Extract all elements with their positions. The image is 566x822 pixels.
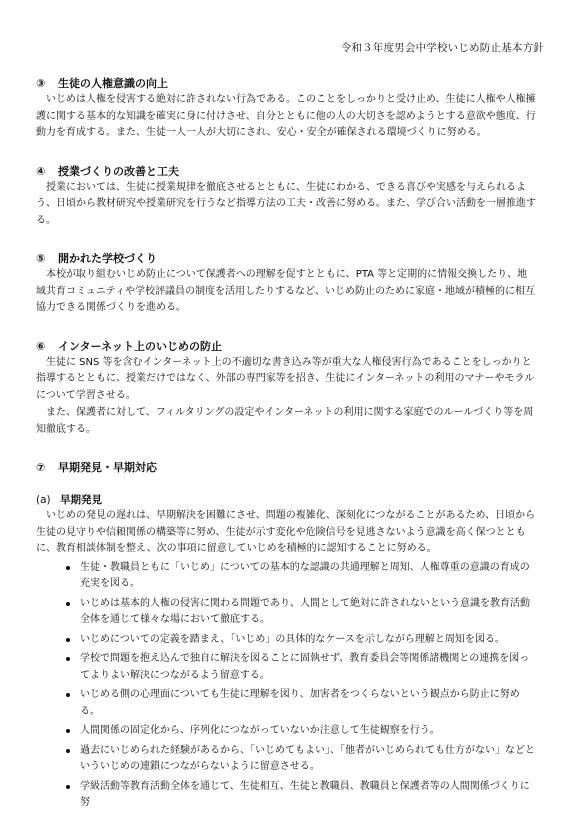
- list-item-text: いじめについての定義を踏まえ、「いじめ」の具体的なケースを示しながら理解と周知を図る。: [80, 633, 505, 645]
- section-number: ⑤: [36, 252, 46, 265]
- bullet-dot-icon: [66, 785, 70, 789]
- list-item: [36, 651, 536, 684]
- bullet-dot-icon: [66, 693, 70, 697]
- bullet-dot-icon: [66, 749, 70, 753]
- section-internet-bullying: [36, 339, 536, 439]
- subsection-heading: [36, 492, 536, 508]
- section-heading: [36, 251, 536, 267]
- list-item: [36, 779, 536, 812]
- section-heading: [36, 460, 536, 476]
- section-title: 生徒の人権意識の向上: [58, 77, 168, 90]
- section-title: 開かれた学校づくり: [58, 252, 157, 265]
- document-header-title: 令和３年度男会中学校いじめ防止基本方針: [340, 42, 544, 54]
- section-early-detection: [36, 460, 536, 812]
- section-paragraph: 授業においては、生徒に授業規律を徹底させるとともに、生徒にわかる、できる喜びや実感を与えられるよう、日頃から教材研究や授業研究を行うなど指導方法の工夫・改善に努める。また、学び合い活動を一層推進する。: [36, 181, 536, 226]
- section-heading: [36, 76, 536, 92]
- bullet-dot-icon: [66, 638, 70, 642]
- list-item: [36, 632, 536, 649]
- section-open-school: [36, 251, 536, 317]
- section-paragraph: いじめは人権を侵害する絶対に許されない行為である。このことをしっかりと受け止め、生徒に人権や人権擁護に関する基本的な知識を確実に身に付けさせ、自分とともに他の人の大切さを認めようとする意欲や態度、行動力を育成する。また、生徒一人一人が大切にされ、安心・安全が確保される環境づくりに努める。: [36, 94, 536, 138]
- section-number: ④: [36, 164, 46, 178]
- section-heading: [36, 164, 536, 180]
- list-item-text: 学級活動等教育活動全体を通じて、生徒相互、生徒と教職員、教職員と保護者等の人間関係づくりに努: [80, 780, 530, 808]
- section-paragraph: 本校が取り組むいじめ防止について保護者への理解を促すとともに、PTA 等と定期的に情報交換したり、地域共育コミュニティや学校評議員の制度を活用したりするなど、いじめ防止のために家庭・地域が積極的に相互協力できる関係づくりを進める。: [36, 269, 535, 313]
- section-title: インターネット上のいじめの防止: [58, 339, 223, 353]
- section-number: ⑦: [36, 461, 46, 474]
- section-title: 早期発見・早期対応: [58, 461, 157, 474]
- bullet-dot-icon: [66, 729, 70, 733]
- section-paragraph: 生徒に SNS 等を含むインターネット上の不適切な書き込み等が重大な人権侵害行為であることをしっかりと指導するとともに、授業だけではなく、外部の専門家等を招き、生徒にインターネットの利用のマナーやモラルについて学習させる。: [36, 356, 535, 401]
- list-item-text: いじめる側の心理面についても生徒に理解を図り、加害者をつくらないという観点から防止に努める。: [80, 689, 520, 717]
- list-item: [36, 596, 536, 629]
- bullet-list: [36, 560, 536, 812]
- subsection-label: (a): [36, 494, 51, 506]
- section-paragraph: また、保護者に対して、フィルタリングの設定やインターネットの利用に関する家庭でのルールづくり等を周知徹底する。: [36, 407, 534, 435]
- section-human-rights: [36, 76, 536, 142]
- section-number: ⑥: [36, 339, 46, 353]
- bullet-dot-icon: [66, 657, 70, 661]
- list-item: [36, 560, 536, 593]
- subsection-title: 早期発見: [60, 494, 102, 506]
- list-item: [36, 687, 536, 720]
- list-item-text: 過去にいじめられた経験があるから、「いじめてもよい」、「他者がいじめられても仕方がない」などといういじめの連鎖につながらないように留意させる。: [80, 744, 535, 772]
- list-item-text: 学校で問題を抱え込んで独自に解決を図ることに固執せず、教育委員会等関係諸機関との連携を図ってよりよい解決につながるよう留意する。: [80, 653, 530, 681]
- section-heading: [36, 339, 536, 355]
- bullet-dot-icon: [66, 602, 70, 606]
- list-item-text: 人間関係の固定化から、序列化につながっていないか注意して生徒観察を行う。: [80, 725, 440, 736]
- document-body: [36, 76, 536, 822]
- section-number: ③: [36, 77, 46, 90]
- section-title: 授業づくりの改善と工夫: [58, 164, 179, 178]
- list-item: [36, 743, 536, 776]
- list-item: [36, 723, 536, 740]
- section-lesson-improvement: [36, 164, 536, 230]
- bullet-dot-icon: [66, 566, 70, 570]
- subsection-paragraph: いじめの発見の遅れは、早期解決を困難にさせ、問題の複雑化、深刻化につながることがあるため、日頃から生徒の見守りや信頼関係の構築等に努め、生徒が示す変化や危険信号を見逃さないよう意識を高く保つとともに、教育相談体制を整え、次の事項に留意していじめを積極的に認知することに努める。: [36, 510, 536, 554]
- list-item-text: 生徒・教職員ともに「いじめ」についての基本的な認識の共通理解と周知、人権尊重の意識の育成の充実を図る。: [80, 561, 530, 589]
- list-item-text: いじめは基本的人権の侵害に関わる問題であり、人間として絶対に許されないという意識を教育活動全体を通じて様々な場において徹底する。: [80, 597, 530, 625]
